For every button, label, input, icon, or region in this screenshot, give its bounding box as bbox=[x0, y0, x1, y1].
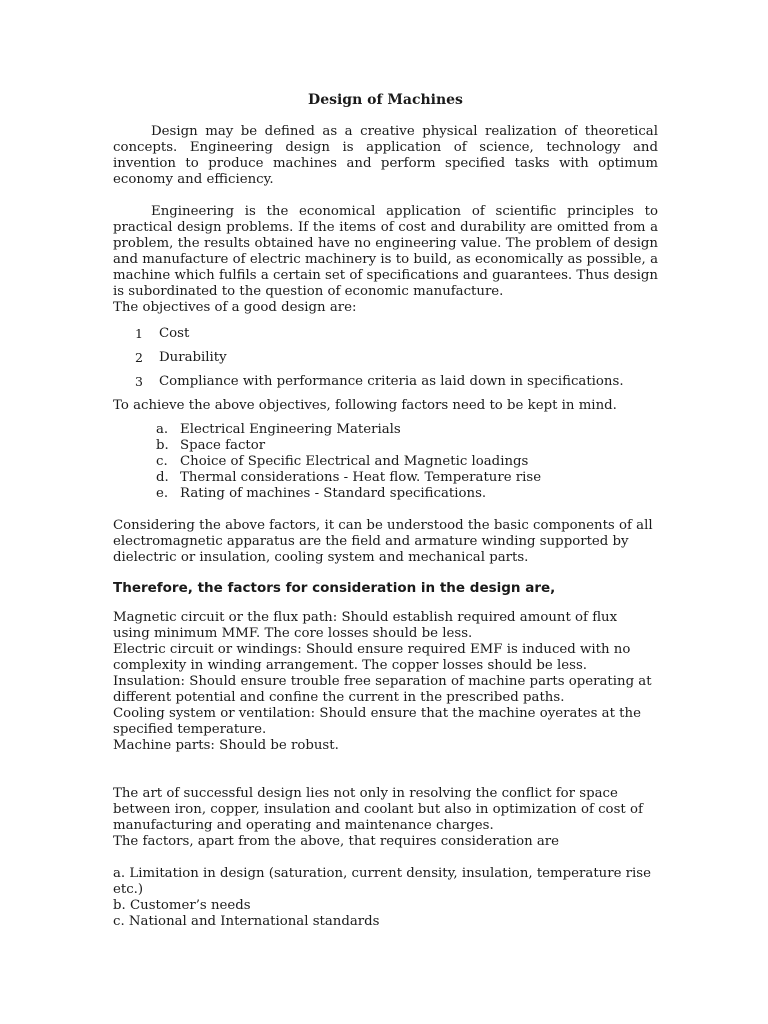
list-item: Cooling system or ventilation: Should ensure that the machine oyerates at the specified temperature. bbox=[113, 706, 641, 737]
section-subheading: Therefore, the factors for consideration in the design are, bbox=[113, 580, 556, 596]
list-letter: b. bbox=[156, 438, 169, 453]
list-item bbox=[156, 438, 658, 454]
objectives-list bbox=[113, 326, 658, 390]
other-factors-list bbox=[113, 866, 658, 930]
objectives-intro: The objectives of a good design are: bbox=[113, 300, 357, 315]
list-item: Electric circuit or windings: Should ensure required EMF is induced with no complexity in winding arrangement. The copper losses should be less. bbox=[113, 642, 631, 673]
design-factors-list bbox=[113, 610, 658, 754]
list-letter: a. bbox=[156, 422, 169, 437]
list-item bbox=[156, 422, 658, 438]
list-text: Rating of machines - Standard specifications. bbox=[180, 486, 487, 501]
list-item: Machine parts: Should be robust. bbox=[113, 738, 339, 753]
list-text: Cost bbox=[159, 326, 190, 341]
list-item: Magnetic circuit or the flux path: Should establish required amount of flux using minimum MMF. The core losses should be less. bbox=[113, 610, 618, 641]
list-number: 3 bbox=[135, 374, 143, 389]
list-item bbox=[156, 454, 658, 470]
list-item bbox=[156, 470, 658, 486]
document-page bbox=[113, 92, 658, 930]
paragraph-engineering: Engineering is the economical application of scientific principles to practical design problems. If the items of cost and durability are omitted from a problem, the results obtained have no engineering value. The problem of design and manufacture of electric machinery is to build, as economically as possible, a machine which fulfils a certain set of specifications and guarantees. Thus design is subordinated to the question of economic manufacture. bbox=[113, 204, 658, 299]
list-item: b. Customer’s needs bbox=[113, 898, 251, 913]
factors-list bbox=[113, 422, 658, 502]
list-item bbox=[135, 326, 658, 342]
list-item: a. Limitation in design (saturation, current density, insulation, temperature rise etc.) bbox=[113, 866, 651, 897]
factors-intro: To achieve the above objectives, following factors need to be kept in mind. bbox=[113, 398, 617, 413]
list-letter: e. bbox=[156, 486, 169, 501]
list-text: Durability bbox=[159, 350, 227, 365]
list-text: Choice of Specific Electrical and Magnetic loadings bbox=[180, 454, 529, 469]
list-text: Space factor bbox=[180, 438, 266, 453]
list-text: Electrical Engineering Materials bbox=[180, 422, 401, 437]
list-number: 2 bbox=[135, 350, 143, 365]
page-title: Design of Machines bbox=[308, 92, 463, 108]
list-item: Insulation: Should ensure trouble free separation of machine parts operating at different potential and confine the current in the prescribed paths. bbox=[113, 674, 652, 705]
list-letter: c. bbox=[156, 454, 168, 469]
list-number: 1 bbox=[135, 326, 143, 341]
list-letter: d. bbox=[156, 470, 169, 485]
paragraph-considering: Considering the above factors, it can be understood the basic components of all electromagnetic apparatus are the field and armature winding supported by dielectric or insulation, cooling system and mechanical parts. bbox=[113, 518, 653, 565]
paragraph-definition: Design may be defined as a creative physical realization of theoretical concepts. Engineering design is application of science, technology and invention to produce machines and perform specified tasks with optimum economy and efficiency. bbox=[113, 124, 658, 187]
list-item: c. National and International standards bbox=[113, 914, 380, 929]
list-item bbox=[156, 486, 658, 502]
list-text: Compliance with performance criteria as laid down in specifications. bbox=[159, 374, 624, 389]
list-item bbox=[135, 350, 658, 366]
list-item bbox=[135, 374, 658, 390]
list-text: Thermal considerations - Heat flow. Temperature rise bbox=[180, 470, 542, 485]
paragraph-art: The art of successful design lies not only in resolving the conflict for space between iron, copper, insulation and coolant but also in optimization of cost of manufacturing and operating and maintenance charges. bbox=[113, 786, 643, 833]
other-factors-intro: The factors, apart from the above, that requires consideration are bbox=[113, 834, 560, 849]
